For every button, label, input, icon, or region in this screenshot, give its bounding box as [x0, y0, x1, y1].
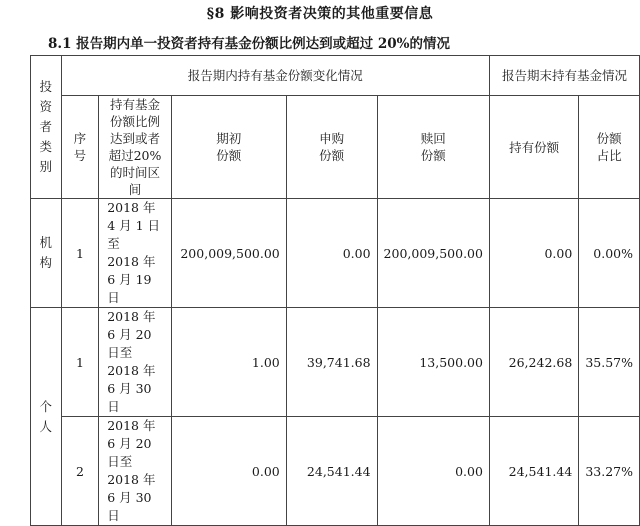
table-row — [31, 199, 640, 308]
sub-title: 8.1 报告期内单一投资者持有基金份额比例达到或超过 20%的情况 — [48, 36, 450, 52]
section-title: §8 影响投资者决策的其他重要信息 — [206, 6, 434, 22]
header-period: 持有基金份额比例达到或者超过20%的时间区间 — [99, 96, 172, 199]
redeem-cell: 200,009,500.00 — [377, 199, 489, 308]
header-ratio: 份额占比 — [579, 96, 640, 199]
header-end-group: 报告期末持有基金情况 — [489, 56, 639, 96]
header-row-1 — [31, 56, 640, 96]
header-investor-type: 投资者类别 — [31, 56, 62, 199]
header-initial: 期初份额 — [171, 96, 286, 199]
investor-type-cell: 机构 — [31, 199, 62, 308]
holding-cell: 0.00 — [489, 199, 578, 308]
seq-cell: 1 — [61, 199, 99, 308]
ratio-cell: 0.00% — [579, 199, 640, 308]
holding-cell: 26,242.68 — [489, 308, 578, 417]
period-cell: 2018 年 6 月 20 日至 2018 年 6 月 30 日 — [99, 308, 172, 417]
redeem-cell: 13,500.00 — [377, 308, 489, 417]
table-row — [31, 417, 640, 526]
header-redeem: 赎回份额 — [377, 96, 489, 199]
subscribe-cell: 0.00 — [286, 199, 377, 308]
header-holding: 持有份额 — [489, 96, 578, 199]
initial-cell: 1.00 — [171, 308, 286, 417]
holding-cell: 24,541.44 — [489, 417, 578, 526]
ratio-cell: 33.27% — [579, 417, 640, 526]
header-change-group: 报告期内持有基金份额变化情况 — [61, 56, 489, 96]
investor-holding-table — [30, 55, 640, 526]
seq-cell: 1 — [61, 308, 99, 417]
subscribe-cell: 39,741.68 — [286, 308, 377, 417]
seq-cell: 2 — [61, 417, 99, 526]
period-cell: 2018 年 4 月 1 日至 2018 年 6 月 19 日 — [99, 199, 172, 308]
investor-type-cell: 个人 — [31, 308, 62, 526]
ratio-cell: 35.57% — [579, 308, 640, 417]
redeem-cell: 0.00 — [377, 417, 489, 526]
header-row-2 — [31, 96, 640, 199]
header-subscribe: 申购份额 — [286, 96, 377, 199]
period-cell: 2018 年 6 月 20 日至 2018 年 6 月 30 日 — [99, 417, 172, 526]
initial-cell: 200,009,500.00 — [171, 199, 286, 308]
subscribe-cell: 24,541.44 — [286, 417, 377, 526]
header-seq: 序号 — [61, 96, 99, 199]
table-row — [31, 308, 640, 417]
initial-cell: 0.00 — [171, 417, 286, 526]
